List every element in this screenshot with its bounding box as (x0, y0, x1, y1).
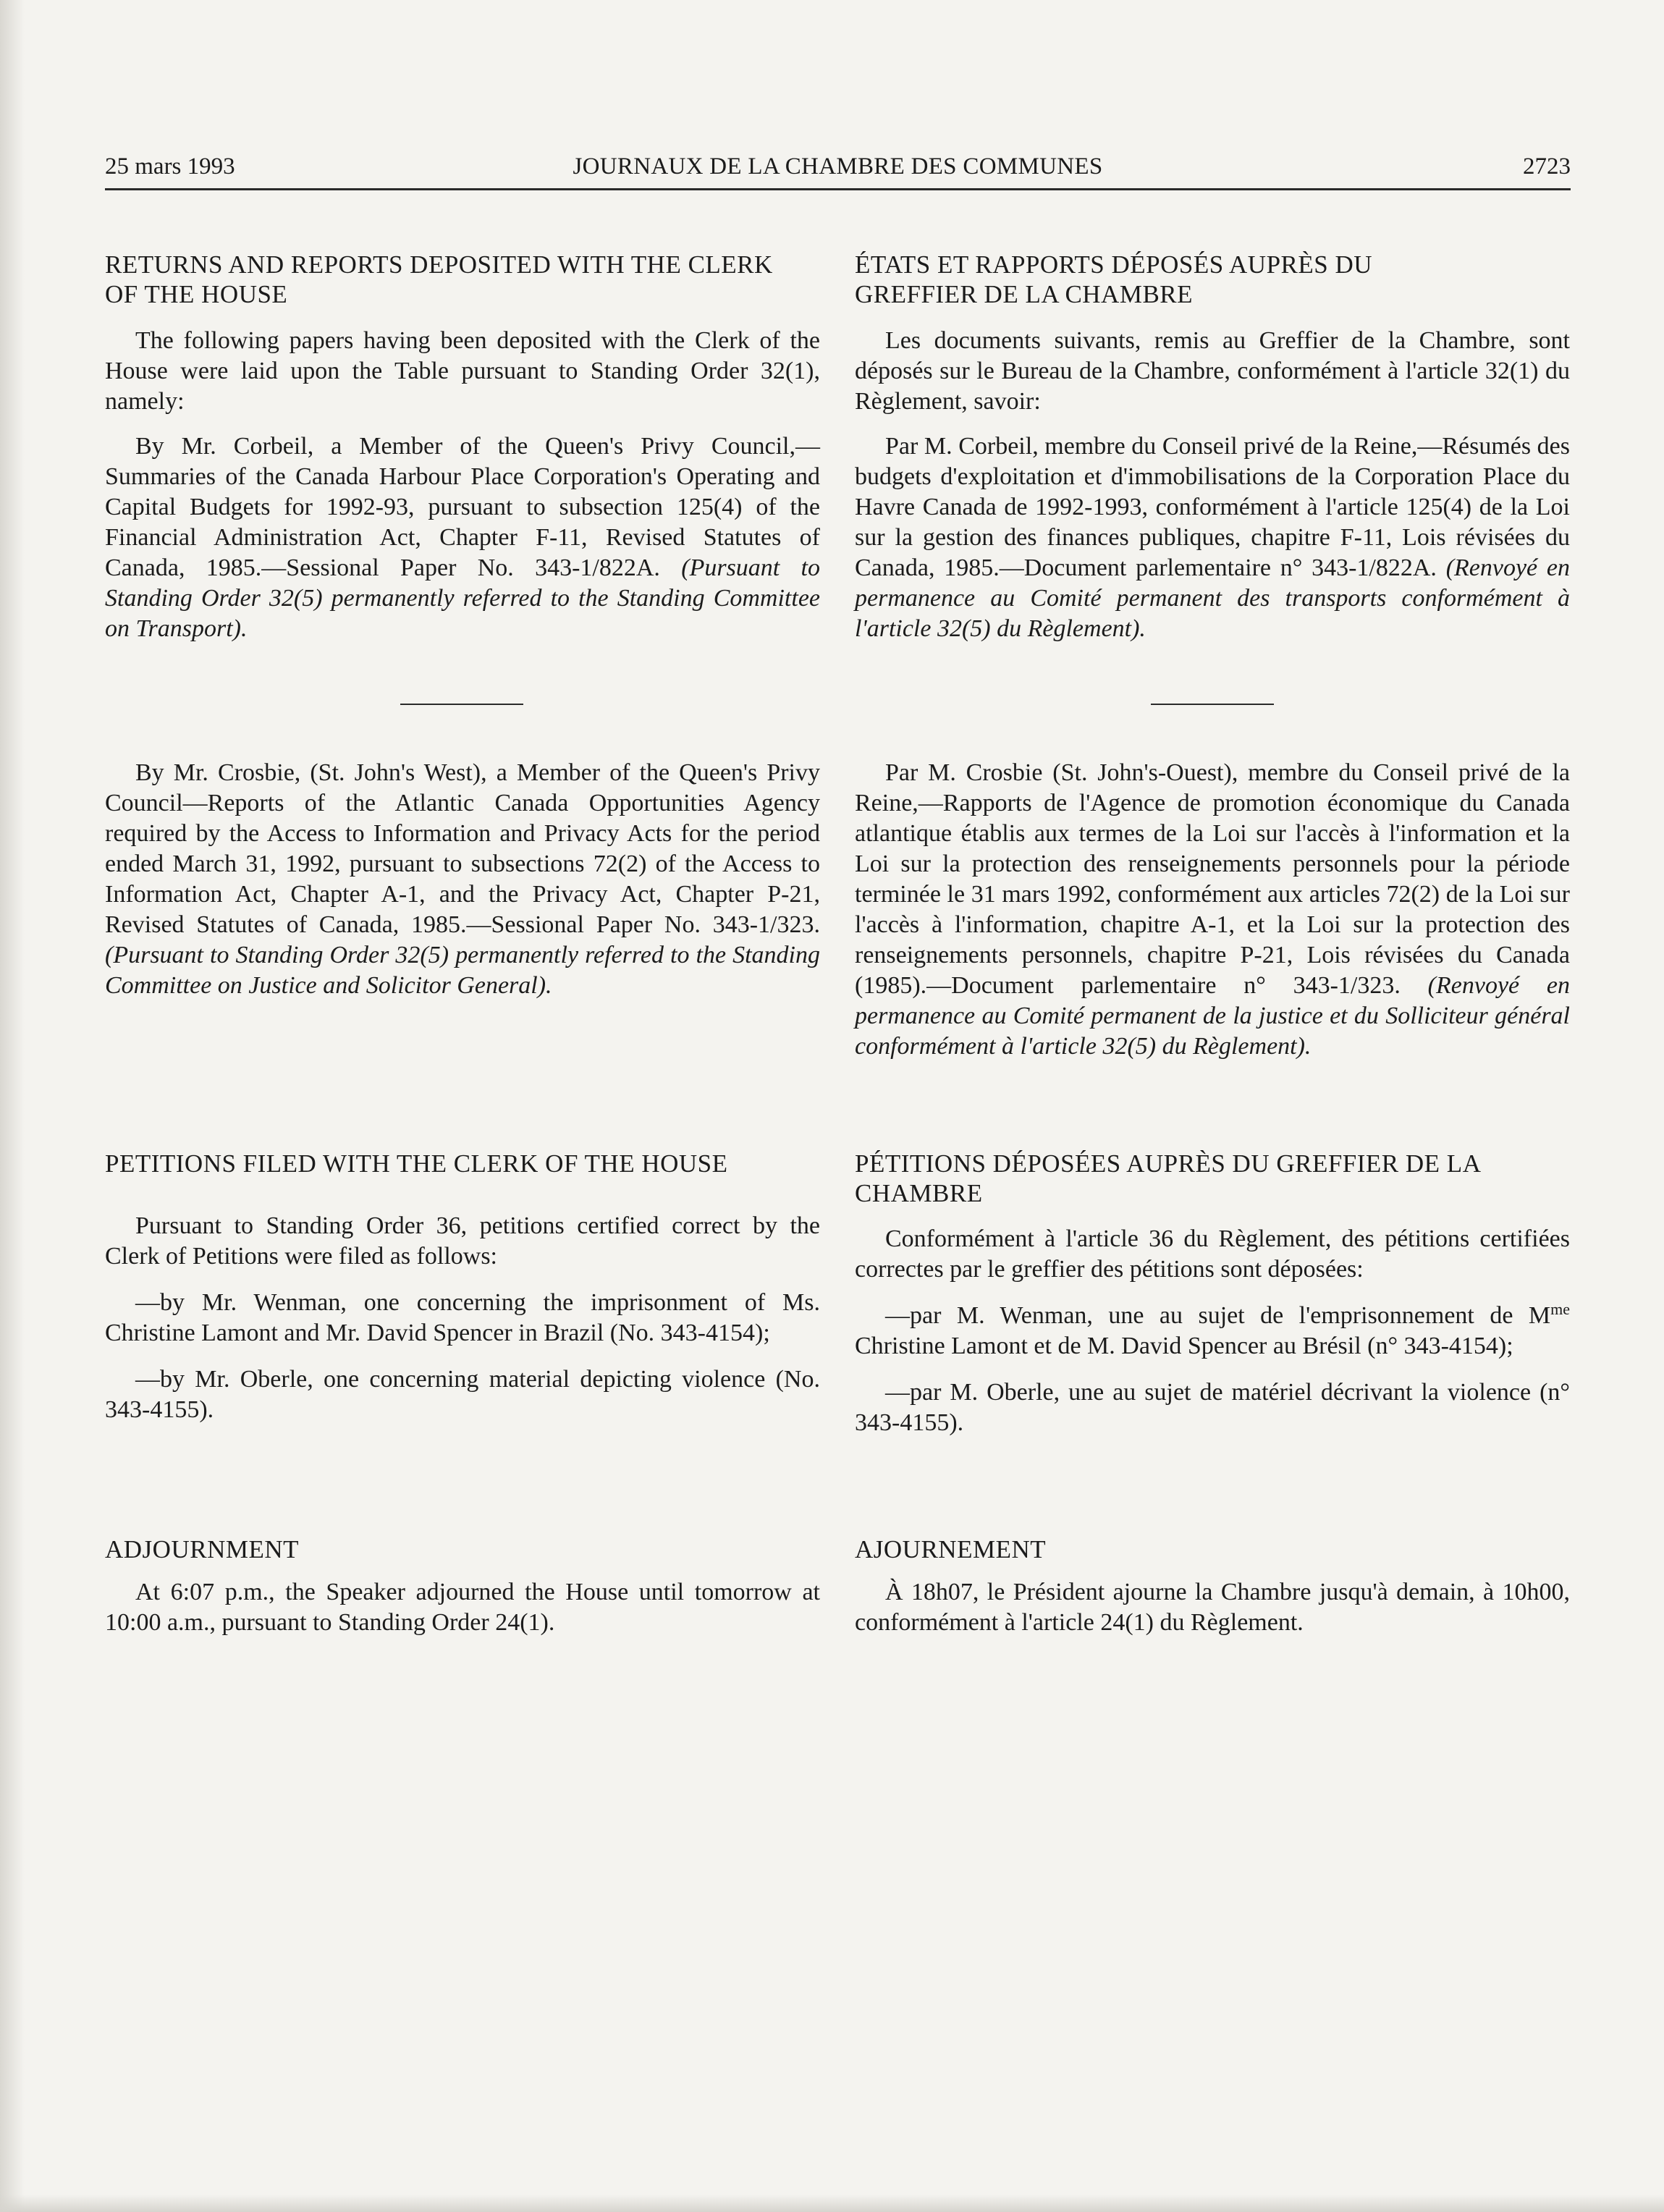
fr-returns-section (855, 250, 1570, 644)
scan-bottom-shadow (0, 2195, 1664, 2212)
en-returns-item-crosbie (105, 758, 820, 1001)
fr-section-divider (1151, 704, 1274, 705)
en-adjournment-text: At 6:07 p.m., the Speaker adjourned the House until tomorrow at 10:00 a.m., pursuant to Standing Order 24(1). (105, 1579, 820, 1636)
en-crosbie-text: By Mr. Crosbie, (St. John's West), a Member of the Queen's Privy Council—Reports of the Atlantic Canada Opportunities Agency required by the Access to Information and Privacy Acts for the period ended March 31, 1992, pursuant to subsections 72(2) of the Access to Information Act, Chapter A-1, and the Privacy Act, Chapter P-21, Revised Statutes of Canada, 1985.—Sessional Paper No. 343-1/323. (105, 759, 820, 938)
fr-returns-item-corbeil (855, 431, 1570, 644)
fr-returns-heading: ÉTATS ET RAPPORTS DÉPOSÉS AUPRÈS DU GREFFIER DE LA CHAMBRE (855, 250, 1373, 308)
fr-crosbie-referral: (Renvoyé en permanence au Comité permanent de la justice et du Solliciteur général conformément à l'article 32(5) du Règlement). (855, 972, 1571, 1060)
en-returns-item-corbeil (105, 431, 820, 644)
running-head (105, 151, 1571, 190)
fr-adjournment-section (855, 1535, 1570, 1638)
en-petitions-heading: PETITIONS FILED WITH THE CLERK OF THE HOUSE (105, 1149, 728, 1178)
fr-corbeil-referral: (Renvoyé en permanence au Comité permanent des transports conformément à l'article 32(5) du Règlement). (855, 554, 1570, 642)
en-returns-heading: RETURNS AND REPORTS DEPOSITED WITH THE CLERK OF THE HOUSE (105, 250, 773, 308)
fr-adjournment-text: À 18h07, le Président ajourne la Chambre jusqu'à demain, à 10h00, conformément à l'article 24(1) du Règlement. (855, 1579, 1570, 1636)
fr-petitions-heading: PÉTITIONS DÉPOSÉES AUPRÈS DU GREFFIER DE LA CHAMBRE (855, 1149, 1480, 1207)
fr-corbeil-text: Par M. Corbeil, membre du Conseil privé de la Reine,—Résumés des budgets d'exploitation et d'immobilisations de la Corporation Place du Havre Canada de 1992-1993, conformément à l'article 125(4) de la Loi sur la gestion des finances publiques, chapitre F-11, Lois révisées du Canada, 1985.—Document parlementaire n° 343-1/822A. (855, 433, 1570, 581)
page-number: 2723 (1523, 153, 1571, 180)
fr-returns-intro: Les documents suivants, remis au Greffier de la Chambre, sont déposés sur le Bureau de la Chambre, conformément à l'article 32(1) du Règlement, savoir: (855, 327, 1570, 415)
fr-petition-oberle: —par M. Oberle, une au sujet de matériel décrivant la violence (n° 343-4155). (855, 1379, 1570, 1436)
en-petition-wenman: —by Mr. Wenman, one concerning the imprisonment of Ms. Christine Lamont and Mr. David Spencer in Brazil (No. 343-4154); (105, 1289, 820, 1346)
fr-petitions-section (855, 1149, 1570, 1438)
fr-wenman-text-a: —par M. Wenman, une au sujet de l'emprisonnement de M (885, 1302, 1551, 1329)
en-returns-section (105, 250, 820, 644)
fr-wenman-sup: me (1550, 1300, 1570, 1318)
en-corbeil-referral: (Pursuant to Standing Order 32(5) permanently referred to the Standing Committee on Transport). (105, 554, 821, 642)
header-date: 25 mars 1993 (105, 153, 235, 180)
en-petition-oberle: —by Mr. Oberle, one concerning material depicting violence (No. 343-4155). (105, 1366, 820, 1423)
fr-adjournment-heading: AJOURNEMENT (855, 1535, 1047, 1563)
fr-wenman-text-b: Christine Lamont et de M. David Spencer au Brésil (n° 343-4154); (855, 1333, 1513, 1359)
header-title: JOURNAUX DE LA CHAMBRE DES COMMUNES (573, 153, 1103, 180)
en-returns-intro: The following papers having been deposited with the Clerk of the House were laid upon the Table pursuant to Standing Order 32(1), namely: (105, 327, 820, 415)
fr-returns-item-crosbie (855, 758, 1570, 1062)
fr-crosbie-section (855, 758, 1570, 1062)
en-crosbie-referral: (Pursuant to Standing Order 32(5) permanently referred to the Standing Committee on Justice and Solicitor General). (105, 942, 820, 999)
fr-crosbie-text: Par M. Crosbie (St. John's-Ouest), membre du Conseil privé de la Reine,—Rapports de l'Agence de promotion économique du Canada atlantique établis aux termes de la Loi sur l'accès à l'information et la Loi sur la protection des renseignements personnels pour la période terminée le 31 mars 1992, conformément aux articles 72(2) de la Loi sur l'accès à l'information, chapitre A-1, et la Loi sur la protection des renseignements personnels, chapitre P-21, Lois révisées du Canada (1985).—Document parlementaire n° 343-1/323. (855, 759, 1570, 999)
en-adjournment-section (105, 1535, 820, 1638)
en-adjournment-heading: ADJOURNMENT (105, 1535, 299, 1563)
en-petitions-section (105, 1149, 820, 1425)
scan-edge-shadow (0, 0, 25, 2212)
en-petitions-intro: Pursuant to Standing Order 36, petitions certified correct by the Clerk of Petitions were filed as follows: (105, 1212, 820, 1270)
en-section-divider (400, 704, 523, 705)
en-corbeil-text: By Mr. Corbeil, a Member of the Queen's Privy Council,—Summaries of the Canada Harbour Place Corporation's Operating and Capital Budgets for 1992-93, pursuant to subsection 125(4) of the Financial Administration Act, Chapter F-11, Revised Statutes of Canada, 1985.—Sessional Paper No. 343-1/822A. (105, 433, 820, 581)
en-crosbie-section (105, 758, 820, 1001)
fr-petition-wenman (855, 1301, 1570, 1362)
fr-petitions-intro: Conformément à l'article 36 du Règlement, des pétitions certifiées correctes par le greffier des pétitions sont déposées: (855, 1225, 1570, 1283)
